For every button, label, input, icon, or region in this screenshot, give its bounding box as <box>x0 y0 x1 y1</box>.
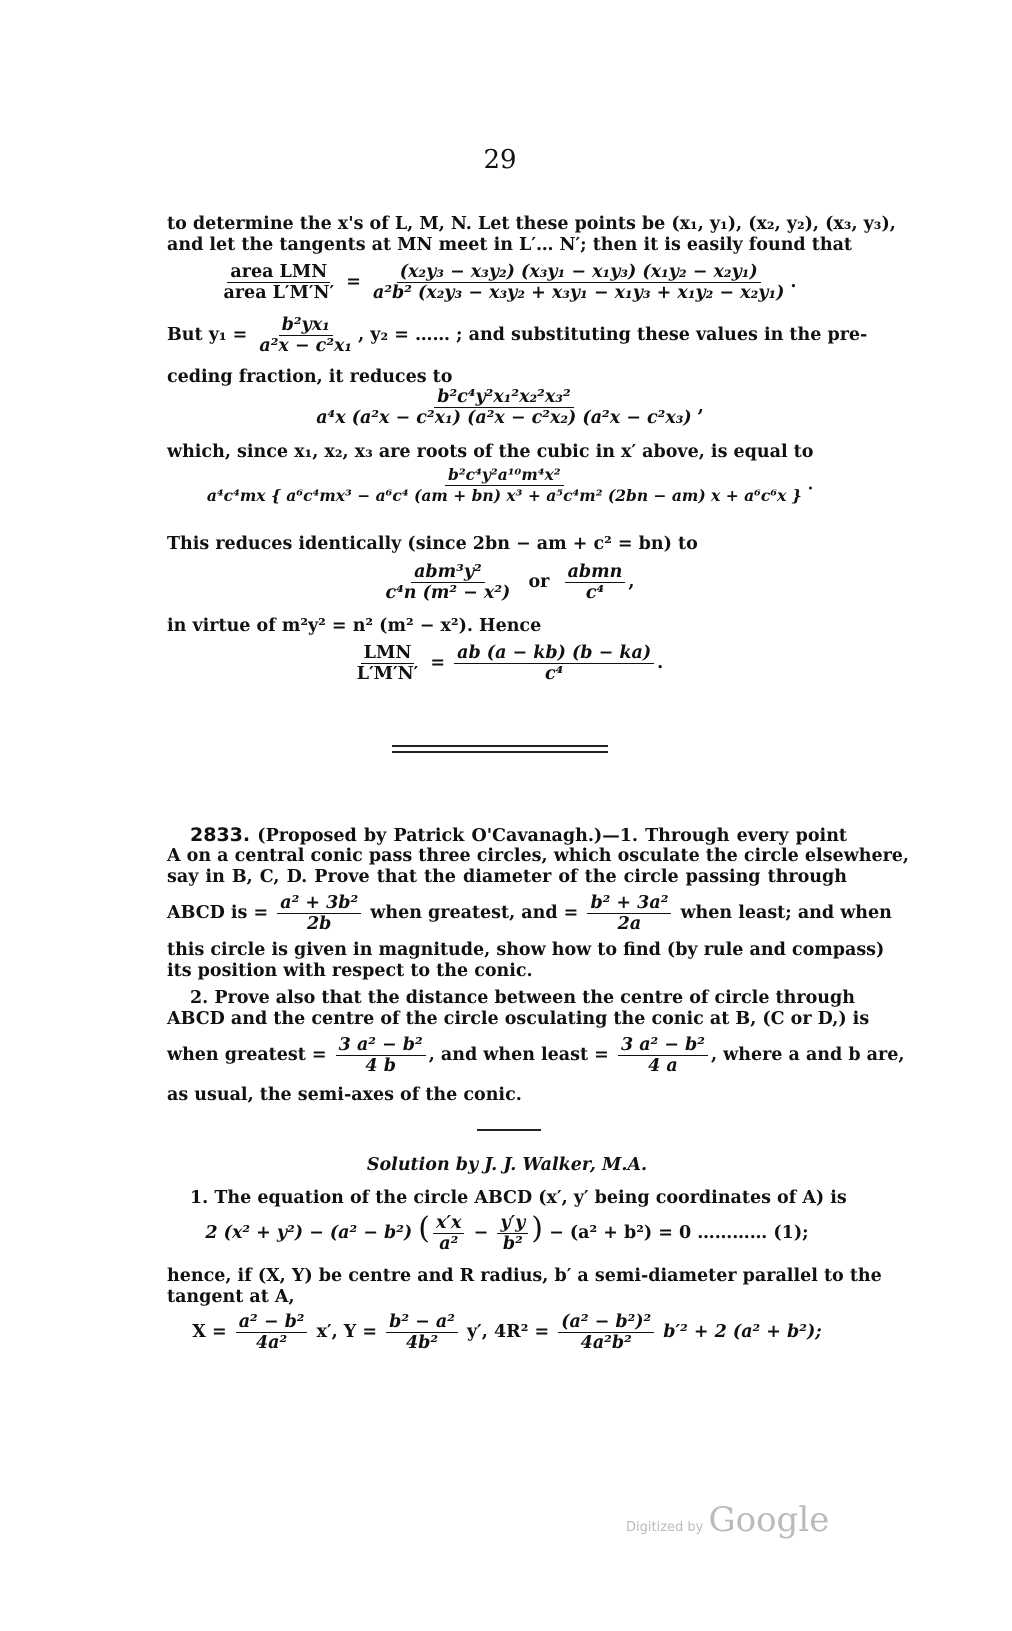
text-line: its position with respect to the conic. <box>167 961 533 981</box>
denominator: 2a <box>617 914 642 934</box>
equation-circle: 2 (x² + y²) − (a² − b²) ( $\frac{x'x}{\text{a²}}$ − $\frac{y'y}{\text{b²}}$ ) − (a² + b²) = 0 ………… (1); <box>205 1211 809 1254</box>
equation-result: $\frac{\text{LMN}}{L'M'N'}$ = $\frac{ab (a - kb) (b - ka)}{\text{c⁴}}$ . <box>167 643 847 684</box>
denominator: a⁴x (a²x − c²x₁) (a²x − c²x₂) (a²x − c²x₃) <box>316 408 692 428</box>
text-line: 2. Prove also that the distance between the centre of circle through <box>190 988 855 1008</box>
problem-diameter-line <box>167 893 892 934</box>
text: − (a² + b²) = 0 ………… (1); <box>549 1223 809 1243</box>
equation-cubic: b²c⁴y²a¹⁰m⁴x² a⁴c⁴mx { a⁶c⁴mx³ − a⁶c⁴ (am + bn) x³ + a⁵c⁴m² (2bn − am) x + a⁶c⁶x } . <box>167 465 847 506</box>
numerator: b² + 3a² <box>587 893 671 914</box>
numerator: ab (a − kb) (b − ka) <box>454 643 654 664</box>
text-line: as usual, the semi-axes of the conic. <box>167 1085 522 1105</box>
denominator: b² <box>502 1234 523 1254</box>
denominator: a² <box>439 1234 459 1254</box>
numerator: LMN <box>361 643 415 664</box>
text: , and when least = <box>428 1045 609 1065</box>
numerator: 3 a² − b² <box>618 1035 708 1056</box>
text-line: hence, if (X, Y) be centre and R radius, b′ a semi-diameter parallel to the <box>167 1266 882 1286</box>
denominator: 4a²b² <box>580 1333 632 1353</box>
text: when greatest = <box>167 1045 327 1065</box>
denominator: a²b² (x₂y₃ − x₃y₂ + x₃y₁ − x₁y₃ + x₁y₂ − x₂y₁) <box>373 283 785 303</box>
denominator: 4a² <box>256 1333 288 1353</box>
text-line: and let the tangents at MN meet in L′… N′; then it is easily found that <box>167 235 852 255</box>
numerator: (x₂y₃ − x₃y₂) (x₃y₁ − x₁y₃) (x₁y₂ − x₂y₁) <box>397 262 761 283</box>
google-watermark <box>626 1500 829 1540</box>
text: b′² + 2 (a² + b²); <box>663 1322 822 1342</box>
numerator: b²c⁴y²x₁²x₂²x₃² <box>434 387 573 408</box>
numerator: b²yx₁ <box>279 315 333 336</box>
denominator: c⁴ <box>585 583 605 603</box>
equation-identity: $\frac{\text{abm³y²}}{\text{c⁴n (m² − x²)}}$ or $\frac{\text{abmn}}{\text{c⁴}}$ , <box>167 562 847 603</box>
text: 2 (x² + y²) − (a² − b²) <box>205 1223 413 1243</box>
text: , where a and b are, <box>710 1045 905 1065</box>
denominator: 2b <box>307 914 332 934</box>
numerator: (a² − b²)² <box>558 1312 654 1333</box>
text: x′, Y = <box>316 1322 378 1342</box>
text-line: tangent at A, <box>167 1287 295 1307</box>
text: (Proposed by Patrick O'Cavanagh.)—1. Through every point <box>257 826 848 846</box>
denominator: L′M′N′ <box>356 664 419 684</box>
divider <box>392 745 608 747</box>
text: when least; and when <box>680 903 892 923</box>
divider <box>392 751 608 753</box>
text: y′, 4R² = <box>467 1322 550 1342</box>
denominator: a⁴c⁴mx { a⁶c⁴mx³ − a⁶c⁴ (am + bn) x³ + a⁵c⁴m² (2bn − am) x + a⁶c⁶x } <box>206 486 802 505</box>
solution-heading: Solution by J. J. Walker, M.A. <box>366 1155 648 1175</box>
numerator: b² − a² <box>386 1312 458 1333</box>
equation-reduced: $\frac{\text{b²c⁴y²x₁²x₂²x₃²}}{\text{a⁴x (a²x − c²x₁) (a²x − c²x₂) (a²x − c²x₃)}}$ , <box>167 387 847 428</box>
denominator: 4b² <box>406 1333 439 1353</box>
equation-area-ratio: $\frac{\text{area LMN}}{\text{area L′M′N′}}$ = $\frac{\text{(x₂y₃ − x₃y₂) (x₃y₁ − x₁y₃) (x₁y₂ − x₂y₁)}}{\text{a²b² (x₂y₃ − x₃y₂ + x₃y₁ − x₁y₃ + x₁y₂ − x₂y₁)}}$ . <box>167 262 847 303</box>
numerator: 3 a² − b² <box>336 1035 426 1056</box>
text-line: which, since x₁, x₂, x₃ are roots of the cubic in x′ above, is equal to <box>167 442 814 462</box>
text-line: 1. The equation of the circle ABCD (x′, y′ being coordinates of A) is <box>190 1188 847 1208</box>
text-line: A on a central conic pass three circles, which osculate the circle elsewhere, <box>167 846 910 866</box>
text-line: ceding fraction, it reduces to <box>167 367 453 387</box>
text: , y₂ = …… ; and substituting these values in the pre- <box>358 325 868 345</box>
equation-y1 <box>167 315 868 356</box>
text: when greatest, and = <box>370 903 579 923</box>
text-line: say in B, C, D. Prove that the diameter of the circle passing through <box>167 867 847 887</box>
problem-header <box>190 825 847 847</box>
numerator: area LMN <box>227 262 330 283</box>
denominator: 4 a <box>648 1056 678 1076</box>
denominator: area L′M′N′ <box>223 283 335 303</box>
text-line: this circle is given in magnitude, show how to find (by rule and compass) <box>167 940 885 960</box>
numerator: abmn <box>565 562 626 583</box>
numerator: y′y <box>497 1213 528 1234</box>
numerator: abm³y² <box>411 562 485 583</box>
denominator: c⁴ <box>544 664 564 684</box>
denominator: c⁴n (m² − x²) <box>385 583 511 603</box>
equation-centre-radius <box>167 1312 847 1353</box>
text-line: in virtue of m²y² = n² (m² − x²). Hence <box>167 616 542 636</box>
denominator: a²x − c²x₁ <box>259 336 353 356</box>
text: X = <box>192 1322 227 1342</box>
problem-number: 2833. <box>190 824 251 846</box>
denominator: 4 b <box>365 1056 396 1076</box>
page-number: 29 <box>483 145 517 175</box>
text: or <box>528 572 550 592</box>
text: But y₁ = <box>167 325 248 345</box>
problem-distance-line <box>167 1035 905 1076</box>
google-logo: Google <box>708 1500 830 1540</box>
numerator: b²c⁴y²a¹⁰m⁴x² <box>445 465 564 486</box>
text-line: to determine the x's of L, M, N. Let these points be (x₁, y₁), (x₂, y₂), (x₃, y₃), <box>167 214 896 234</box>
divider <box>477 1129 541 1131</box>
text-line: ABCD and the centre of the circle osculating the conic at B, (C or D,) is <box>167 1009 870 1029</box>
text-line: This reduces identically (since 2bn − am + c² = bn) to <box>167 534 698 554</box>
numerator: x′x <box>433 1213 464 1234</box>
watermark-prefix: Digitized by <box>626 1520 704 1535</box>
numerator: a² + 3b² <box>277 893 361 914</box>
numerator: a² − b² <box>236 1312 308 1333</box>
text: ABCD is = <box>167 903 269 923</box>
